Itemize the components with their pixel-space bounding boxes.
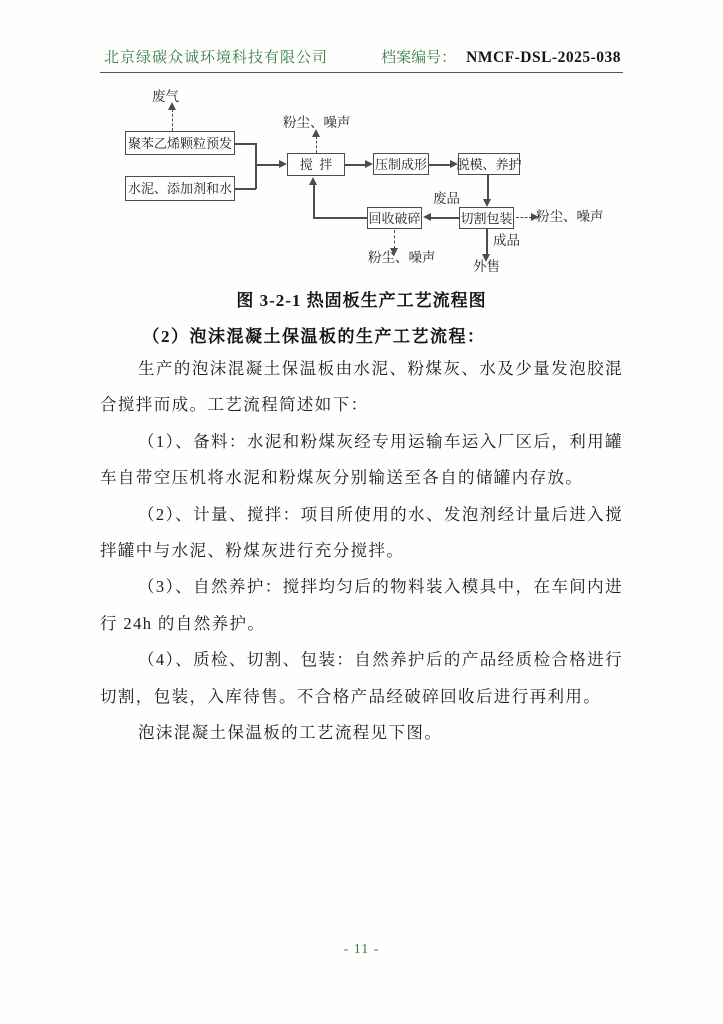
flow-box-recycling: 回收破碎 [367, 207, 422, 229]
arrow-recycle-into-mixing-head [309, 177, 317, 185]
line-pressing-to-demolding [429, 164, 451, 166]
body-paragraph: （4）、质检、切割、包装：自然养护后的产品经质检合格进行切割，包装，入库待售。不合格产品经破碎回收后进行再利用。 [100, 650, 623, 706]
section-heading: （2）泡沫混凝土保温板的生产工艺流程： [142, 327, 486, 346]
line-recycle-up [313, 184, 315, 218]
arrow-waste-gas-dashes [172, 109, 173, 131]
flow-label-dust-noise-bottom: 粉尘、噪声 [368, 250, 436, 265]
body-paragraph: 泡沫混凝土保温板的工艺流程见下图。 [137, 723, 443, 743]
page-number: - 11 - [343, 942, 380, 957]
body-paragraph: （2）、计量、搅拌：项目所使用的水、发泡剂经计量后进入搅拌罐中与水泥、粉煤灰进行充分搅拌。 [100, 504, 623, 561]
line-into-mixing [255, 164, 281, 166]
process-flowchart [95, 88, 640, 286]
arrow-dust-right-head [531, 213, 539, 221]
line-materials-out [235, 188, 256, 190]
flow-box-cutting: 切割包装 [459, 207, 514, 229]
line-input-connector [255, 143, 257, 189]
arrow-waste-gas-head [168, 102, 176, 110]
line-cutting-to-sale [486, 229, 488, 256]
body-paragraph: 生产的泡沫混凝土保温板由水泥、粉煤灰、水及少量发泡胶混合搅拌而成。工艺流程简述如下： [100, 359, 623, 415]
flow-box-mixing: 搅 拌 [287, 153, 345, 176]
arrow-into-mixing-head [279, 160, 287, 168]
arrow-dust-right-dashes [516, 217, 532, 218]
archive-number-label: 档案编号： [381, 50, 457, 66]
arrow-cutting-to-recycling-head [423, 213, 431, 221]
flow-label-dust-noise-top: 粉尘、噪声 [283, 115, 351, 130]
line-cutting-to-recycling [431, 217, 459, 219]
company-name: 北京绿碳众诚环境科技有限公司 [104, 50, 329, 66]
archive-number-value: NMCF-DSL-2025-038 [466, 49, 621, 66]
body-text [100, 351, 623, 751]
arrow-cutting-to-sale-head [482, 254, 490, 262]
line-recycling-left [313, 217, 367, 219]
flow-label-waste-gas: 废气 [152, 89, 179, 104]
figure-caption: 图 3-2-1 热固板生产工艺流程图 [236, 291, 487, 310]
flow-box-pressing: 压制成形 [373, 153, 429, 175]
arrow-dust-top-dashes [316, 136, 317, 153]
flow-label-external-sale: 外售 [473, 259, 500, 274]
flow-box-pre-expansion: 聚苯乙烯颗粒预发 [125, 131, 235, 155]
arrow-dust-bottom-dashes [394, 230, 395, 249]
arrow-dust-top-head [312, 129, 320, 137]
line-demolding-to-cutting [487, 175, 489, 201]
page-header [100, 40, 623, 73]
arrow-dust-bottom-head [390, 248, 398, 256]
flow-box-demolding: 脱模、养护 [458, 153, 520, 175]
arrow-mixing-to-pressing-head [365, 160, 373, 168]
body-paragraph: （1）、备料：水泥和粉煤灰经专用运输车运入厂区后，利用罐车自带空压机将水泥和粉煤灰分别输送至各自的储罐内存放。 [100, 431, 623, 488]
flow-label-finished-product: 成品 [493, 233, 520, 248]
arrow-pressing-to-demolding-head [450, 160, 458, 168]
body-paragraph: （3）、自然养护：搅拌均匀后的物料装入模具中，在车间内进行 24h 的自然养护。 [100, 577, 623, 633]
flow-label-scrap: 废品 [433, 191, 460, 206]
flow-label-dust-noise-right: 粉尘、噪声 [536, 209, 604, 224]
flow-box-materials: 水泥、添加剂和水 [125, 176, 235, 201]
archive-group [381, 46, 621, 67]
line-pre-expansion-out [235, 143, 256, 145]
line-mixing-to-pressing [345, 164, 367, 166]
arrow-demolding-to-cutting-head [483, 199, 491, 207]
